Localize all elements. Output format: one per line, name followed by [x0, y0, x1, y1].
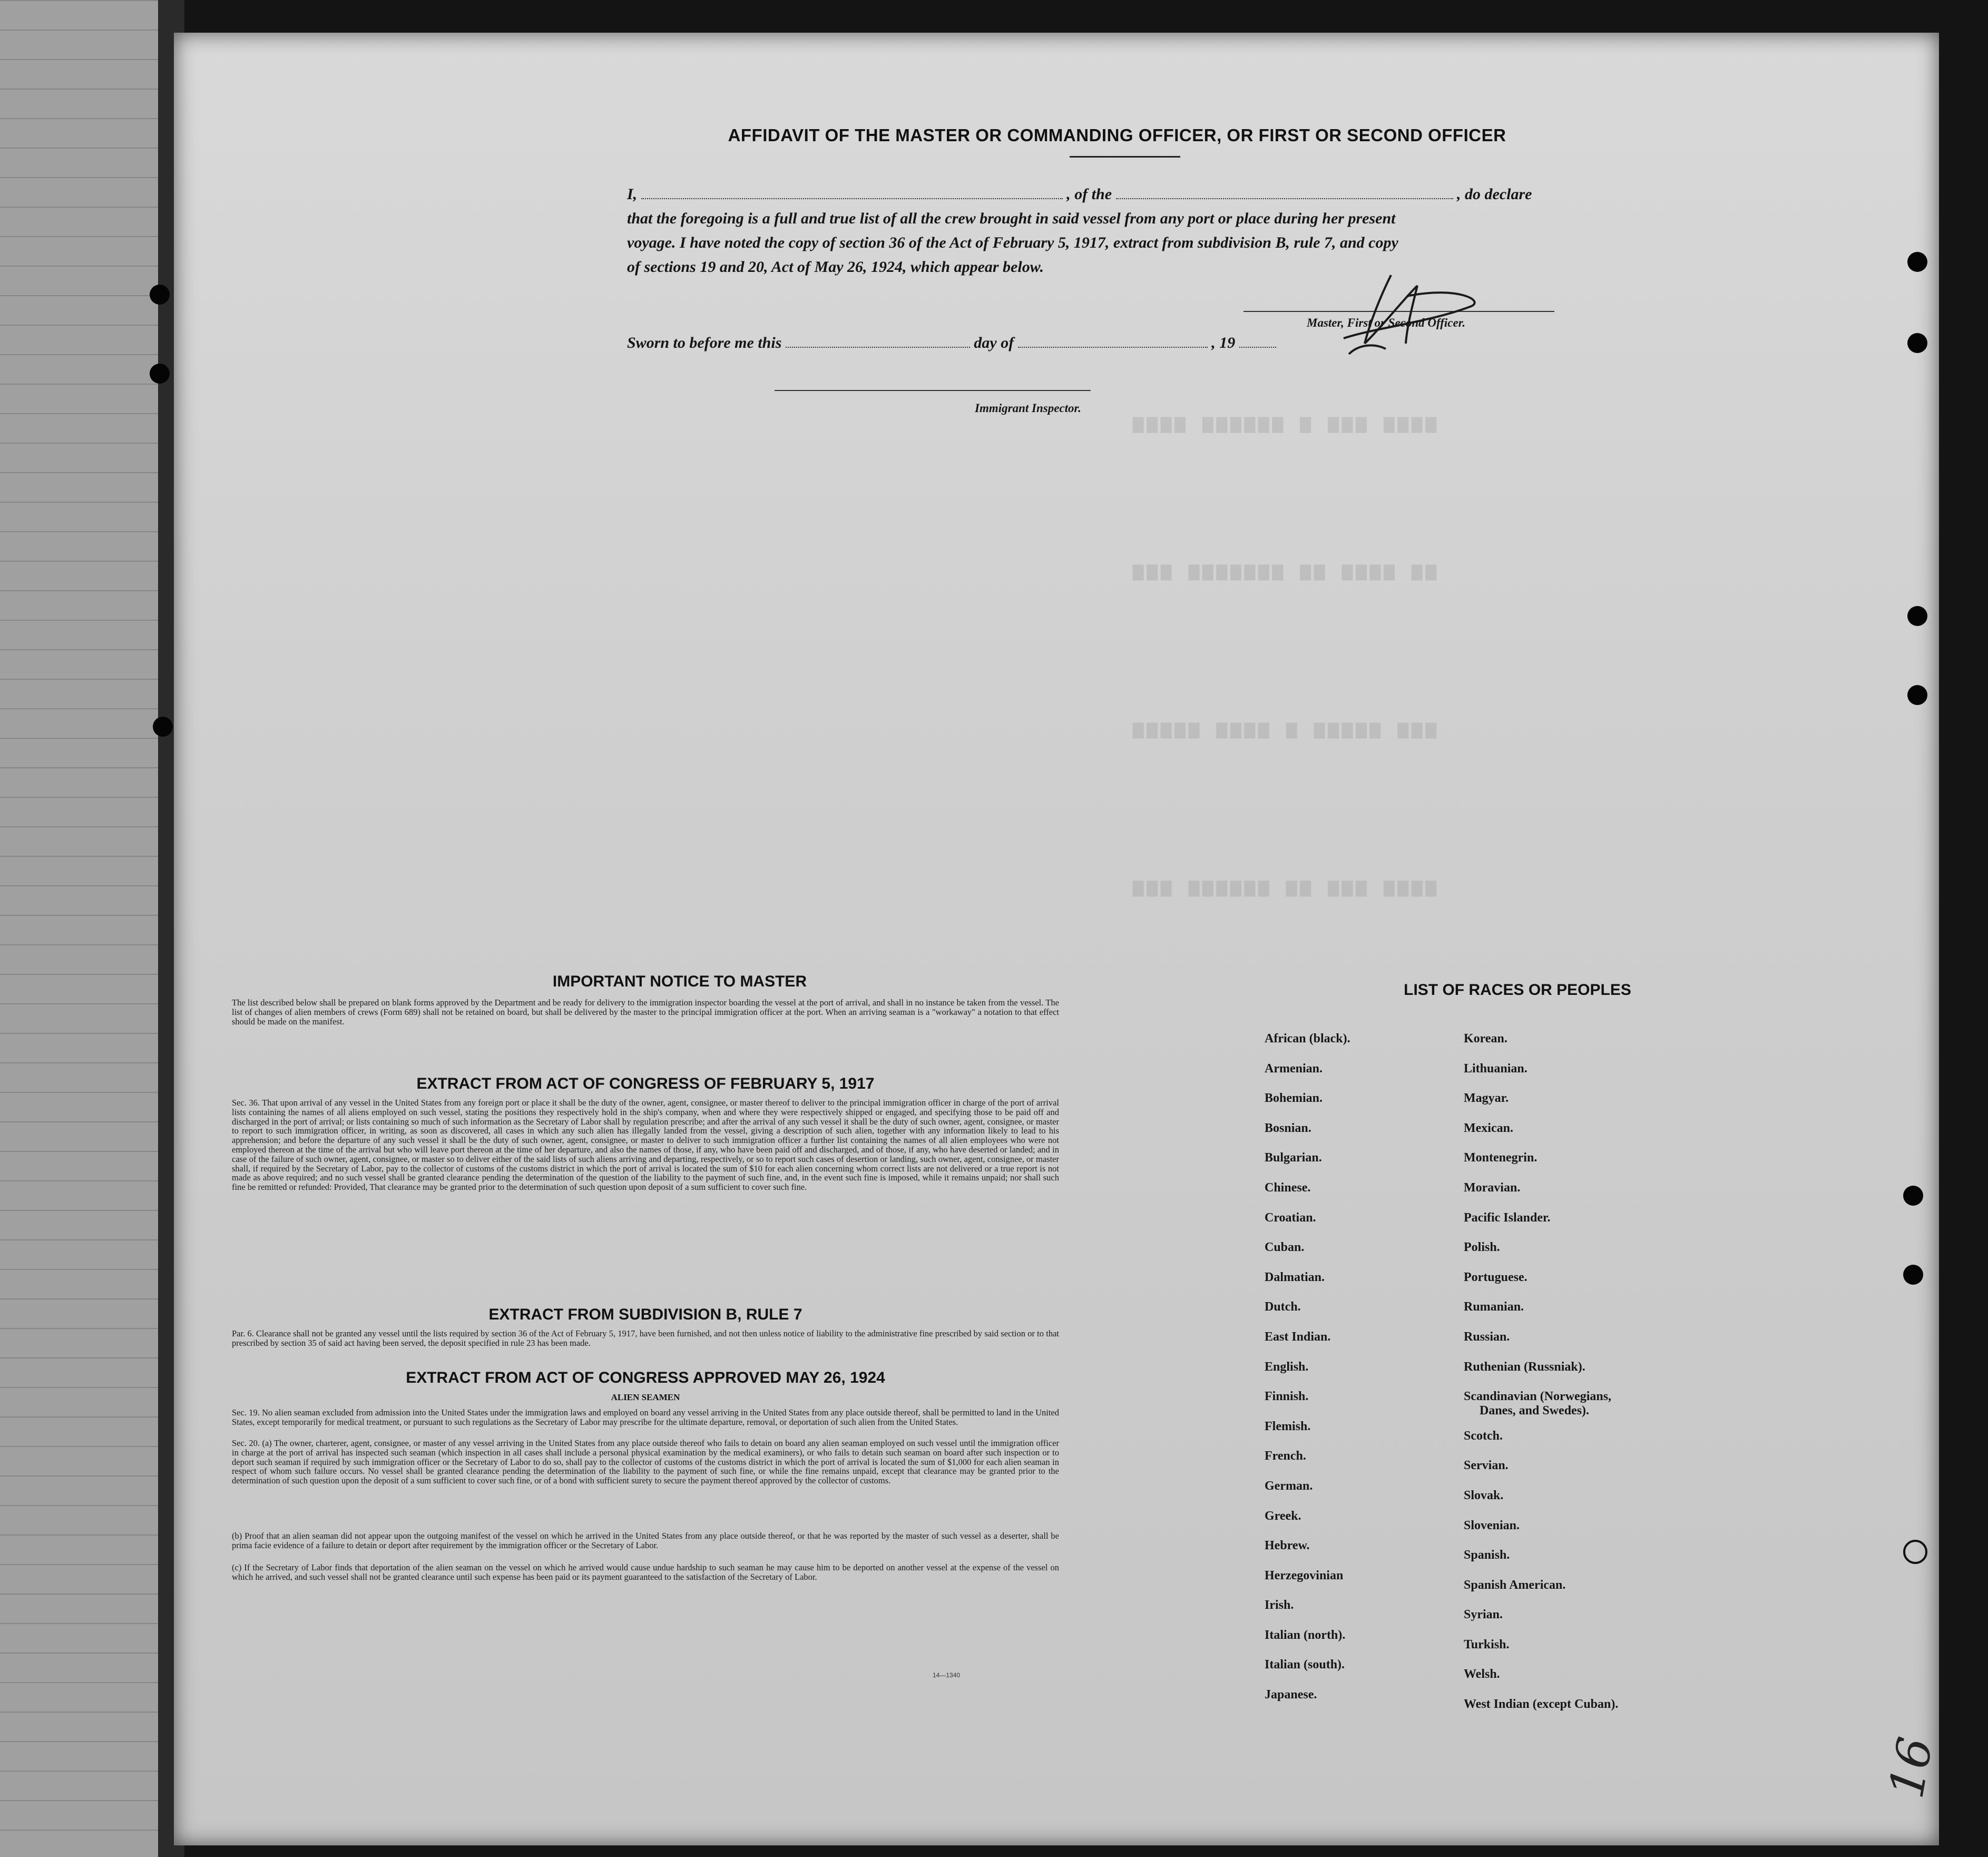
race-entry: Irish.	[1265, 1598, 1294, 1612]
race-entry: Montenegrin.	[1464, 1151, 1537, 1165]
race-entry: West Indian (except Cuban).	[1464, 1697, 1619, 1712]
race-entry: Moravian.	[1464, 1180, 1521, 1195]
race-entry: Polish.	[1464, 1240, 1500, 1255]
race-entry: Pacific Islander.	[1464, 1210, 1551, 1225]
extract-1924-sec19: Sec. 19. No alien seaman excluded from admission into the United States under the immigration laws and employed on board any vessel arriving in the United States from any place outside thereof, shall be permitted to land in the United States, except temporarily for medical treatment, or pursuant to such regulations as the Secretary of Labor may prescribe for the ultimate departure, removal, or deportation of such alien from the United States.	[232, 1408, 1059, 1427]
extract-1924-sec20b: (b) Proof that an alien seaman did not appear upon the outgoing manifest of the vessel on which he arrived in the United States from any place outside thereof, or that he was reported by the master of such vessel as a deserter, shall be prima facie evidence of a failure to detain or deport after requirement by the immigration officer or the Secretary of Labor.	[232, 1531, 1059, 1550]
binder-hole	[150, 285, 170, 305]
title-rule	[1070, 156, 1180, 158]
race-entry: Servian.	[1464, 1459, 1509, 1473]
extract-1924-sec20a: Sec. 20. (a) The owner, charterer, agent, consignee, or master of any vessel arriving in the United States from any place outside thereof who fails to detain on board any alien seaman employed on such vessel until the immigration officer in charge at the port of arrival has inspected such seaman (which inspection in all cases shall include a personal physical examination by the medical examiners), or who fails to detain such seaman on board after such inspection or to deport such seaman if required by such immigration officer or the Secretary of Labor to do so, shall pay to the collector of customs of the customs district in which the port of arrival is located the sum of $1,000 for each alien seaman in respect of whom such failure occurs. No vessel shall be granted clearance pending the determination of the liability to the payment of such fine, or while the fine remains unpaid, except that clearance may be granted prior to the determination of such question upon the deposit of a sum sufficient to cover such fine, or of a bond with sufficient surety to secure the payment thereof approved by the collector of customs.	[232, 1438, 1059, 1486]
sworn-day-blank	[786, 344, 970, 348]
race-entry: Slovak.	[1464, 1488, 1504, 1502]
race-entry: Mexican.	[1464, 1121, 1513, 1135]
bleed-through-row: ▆▆▆ ▆▆▆▆▆▆ ▆▆ ▆▆▆ ▆▆▆▆	[1133, 878, 1440, 898]
race-entry: Bohemian.	[1265, 1091, 1323, 1106]
inspector-signature-line	[775, 390, 1091, 391]
affidavit-of-the: , of the	[1066, 185, 1112, 203]
race-entry: Danes, and Swedes).	[1480, 1403, 1590, 1418]
race-entry: African (black).	[1265, 1032, 1350, 1045]
race-entry: Lithuanian.	[1464, 1061, 1527, 1076]
extract-1924-title: EXTRACT FROM ACT OF CONGRESS APPROVED MAY 26, 1924	[406, 1369, 885, 1386]
bleed-through-row: ▆▆▆▆ ▆▆▆▆▆▆ ▆ ▆▆▆ ▆▆▆▆	[1133, 414, 1440, 434]
race-entry: Finnish.	[1265, 1390, 1309, 1404]
bleed-through-row: ▆▆▆ ▆▆▆▆▆▆▆ ▆▆ ▆▆▆▆ ▆▆	[1133, 562, 1440, 582]
extract-1917-title: EXTRACT FROM ACT OF CONGRESS OF FEBRUARY 5, 1917	[416, 1075, 875, 1092]
race-entry: Welsh.	[1464, 1667, 1500, 1682]
binder-hole	[1907, 333, 1927, 353]
races-title: LIST OF RACES OR PEOPLES	[1404, 981, 1631, 999]
race-entry: Herzegovinian	[1265, 1568, 1344, 1582]
race-entry: Portuguese.	[1464, 1270, 1527, 1284]
sworn-month-blank	[1018, 344, 1208, 348]
race-entry: Spanish.	[1464, 1548, 1510, 1562]
binder-hole	[1903, 1540, 1927, 1564]
binder-hole	[1903, 1186, 1923, 1206]
master-label: Master, First or Second Officer.	[1307, 316, 1466, 329]
race-entry: Scotch.	[1464, 1429, 1503, 1443]
race-entry: Russian.	[1464, 1330, 1510, 1344]
race-entry: Dalmatian.	[1265, 1270, 1325, 1284]
form-number: 14—1340	[933, 1672, 961, 1679]
bleed-through-row: ▆▆▆▆▆ ▆▆▆▆ ▆ ▆▆▆▆▆ ▆▆▆	[1133, 720, 1440, 740]
race-entry: Bosnian.	[1265, 1121, 1311, 1135]
race-entry: Scandinavian (Norwegians,	[1464, 1390, 1612, 1404]
notice-body: The list described below shall be prepared on blank forms approved by the Department and be ready for delivery to the immigration inspector boarding the vessel at the port of arrival, and shall in no instance be taken from the vessel. The list of changes of alien members of crews (Form 689) shall not be retained on board, but shall be delivered by the master to the principal immigration officer at the port. When an arriving seaman is a "workaway" a notation to that effect should be made on the manifest.	[232, 998, 1059, 1027]
race-entry: East Indian.	[1265, 1330, 1331, 1344]
vessel-blank	[1116, 195, 1453, 199]
extract-rule7-body: Par. 6. Clearance shall not be granted any vessel until the lists required by section 36 of the Act of February 5, 1917, have been furnished, and not then unless notice of liability to the administrative fine prescribed by said section or to that prescribed by section 35 of said act having been served, the deposit specified in rule 23 has been made.	[232, 1328, 1059, 1348]
extract-1924-sec20c: (c) If the Secretary of Labor finds that deportation of the alien seaman on the vessel on which he arrived would cause undue hardship to such seaman he may cause him to be deported on another vessel at the expense of the vessel on which he arrived, and such vessel shall not be granted clearance until such expense has been paid or its payment guaranteed to the satisfaction of the Secretary of Labor.	[232, 1562, 1059, 1582]
race-entry: Greek.	[1265, 1509, 1301, 1523]
sworn-year-blank	[1239, 344, 1276, 348]
race-entry: Japanese.	[1265, 1688, 1317, 1702]
binder-hole	[1907, 685, 1927, 705]
extract-rule7-title: EXTRACT FROM SUBDIVISION B, RULE 7	[488, 1306, 802, 1323]
sworn-day-of: day of	[974, 334, 1014, 351]
race-entry: Bulgarian.	[1265, 1151, 1322, 1165]
race-entry: English.	[1265, 1360, 1309, 1374]
underlying-page-edge	[0, 0, 174, 1857]
affidavit-i: I,	[627, 185, 638, 203]
race-entry: Rumanian.	[1464, 1300, 1524, 1314]
race-entry: Dutch.	[1265, 1300, 1301, 1314]
races-column-2	[1464, 1032, 1618, 1727]
binder-hole	[1907, 252, 1927, 272]
race-entry: Italian (south).	[1265, 1658, 1345, 1672]
document-page	[174, 33, 1944, 1845]
notice-title: IMPORTANT NOTICE TO MASTER	[552, 973, 807, 990]
affidavit-line-3: voyage. I have noted the copy of section 36 of the Act of February 5, 1917, extract from subdivision B, rule 7, and copy	[627, 234, 1398, 251]
races-column-1	[1265, 1032, 1350, 1718]
affidavit-line-4: of sections 19 and 20, Act of May 26, 1924, which appear below.	[627, 258, 1044, 276]
race-entry: Syrian.	[1464, 1608, 1503, 1622]
extract-1917-body: Sec. 36. That upon arrival of any vessel in the United States from any foreign port or place it shall be the duty of the owner, agent, consignee, or master thereof to deliver to the principal immigration officer in charge of the port of arrival lists containing the names of all aliens employed on such vessel, stating the positions they respectively hold in the ship's company, when and where they were respectively shipped or engaged, and specifying those to be paid off and discharged in the port of arrival; or lists containing so much of such information as the Secretary of Labor shall by regulation prescribe; and after the arrival of any such vessel it shall be the duty of such owner, agent, consignee, or master to report to such immigration officer, in writing, as soon as discovered, all cases in which any such alien has illegally landed from the vessel, giving a description of such alien, together with any information likely to lead to his apprehension; and before the departure of any such vessel it shall be the duty of such owner, agent, consignee, or master to deliver to such immigration officer a further list containing the names of all alien employees who were not employed thereon at the time of the arrival but who will leave port thereon at the time of her departure, and also the names of those, if any, who have been paid off and discharged, and of those, if any, who have deserted or landed; and in case of the failure of such owner, agent, consignee, or master so to deliver either of the said lists of such aliens arriving and departing, respectively, or so to report such cases of desertion or landing, such owner, agent, consignee, or master shall, if required by the Secretary of Labor, pay to the collector of customs of the customs district in which the port of arrival is located the sum of $10 for each alien concerning whom correct lists are not delivered or a true report is not made as above required; and no such vessel shall be granted clearance pending the determination of the question of the liability to the payment of such fine, and, in the event such fine is imposed, while it remains unpaid; nor shall such fine be remitted or refunded: Provided, That clearance may be granted prior to the determination of such question upon deposit of a sum sufficient to cover such fine.	[232, 1098, 1059, 1193]
binder-hole	[1903, 1265, 1923, 1285]
affidavit-line-2: that the foregoing is a full and true list of all the crew brought in said vessel from any port or place during her present	[627, 210, 1396, 227]
inspector-label: Immigrant Inspector.	[975, 402, 1081, 415]
race-entry: Cuban.	[1265, 1240, 1305, 1255]
race-entry: Armenian.	[1265, 1061, 1323, 1076]
extract-1924-subtitle: ALIEN SEAMEN	[611, 1392, 680, 1402]
race-entry: Croatian.	[1265, 1210, 1316, 1225]
binder-hole	[153, 717, 173, 737]
race-entry: Slovenian.	[1464, 1518, 1520, 1532]
affidavit-declare: , do declare	[1457, 185, 1532, 203]
handwritten-page-number: 16	[1878, 1733, 1944, 1803]
race-entry: Chinese.	[1265, 1180, 1311, 1195]
affidavit-line-1	[627, 185, 1532, 203]
race-entry: Hebrew.	[1265, 1539, 1310, 1553]
sworn-year: , 19	[1211, 334, 1236, 351]
race-entry: Flemish.	[1265, 1419, 1311, 1433]
race-entry: Spanish American.	[1464, 1578, 1566, 1592]
binder-hole	[150, 364, 170, 384]
race-entry: Magyar.	[1464, 1091, 1509, 1106]
race-entry: German.	[1265, 1479, 1313, 1493]
race-entry: Ruthenian (Russniak).	[1464, 1360, 1585, 1374]
sworn-line	[627, 334, 1276, 352]
race-entry: French.	[1265, 1449, 1306, 1463]
race-entry: Turkish.	[1464, 1637, 1510, 1651]
affidavit-title: AFFIDAVIT OF THE MASTER OR COMMANDING OFFICER, OR FIRST OR SECOND OFFICER	[728, 125, 1506, 145]
name-blank	[641, 195, 1063, 199]
sworn-text: Sworn to before me this	[627, 334, 782, 351]
binder-hole	[1907, 606, 1927, 626]
race-entry: Korean.	[1464, 1032, 1507, 1045]
race-entry: Italian (north).	[1265, 1628, 1346, 1642]
